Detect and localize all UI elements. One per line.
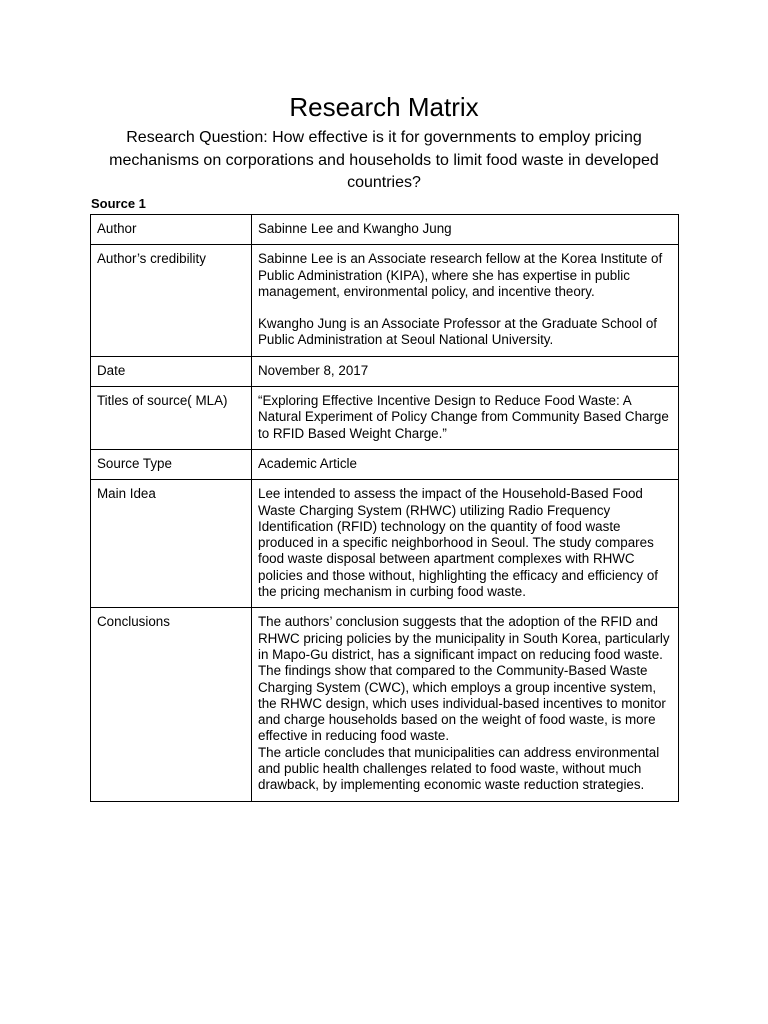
table-row-main-idea — [91, 480, 679, 608]
table-row-source-type — [91, 449, 679, 479]
row-label-author: Author — [91, 215, 252, 245]
row-label-main-idea: Main Idea — [91, 480, 252, 608]
main-idea-paragraph: Lee intended to assess the impact of the Household-Based Food Waste Charging System (RHWC) utilizing Radio Frequency Identification (RFID) technology on the quantity of food waste produced in a specific neighborhood in Seoul. The study compares food waste disposal between apartment complexes with RHWC policies and those without, highlighting the efficacy and efficiency of the pricing mechanism in curbing food waste. — [258, 486, 658, 600]
credibility-paragraph-1: Sabinne Lee is an Associate research fellow at the Korea Institute of Public Administration (KIPA), where she has expertise in public management, environmental policy, and incentive theory. — [258, 251, 663, 299]
row-value-date — [252, 356, 679, 386]
research-question: Research Question: How effective is it for governments to employ pricing mechanisms on corporations and households to limit food waste in developed countries? — [109, 129, 659, 191]
author-names: Sabinne Lee and Kwangho Jung — [258, 221, 452, 236]
row-label-credibility: Author’s credibility — [91, 245, 252, 356]
row-value-conclusions — [252, 608, 679, 801]
conclusions-paragraph-1: The authors’ conclusion suggests that the adoption of the RFID and RHWC pricing policies by the municipality in South Korea, particularly in Mapo-Gu district, has a significant impact on reducing food waste. The findings show that compared to the Community-Based Waste Charging System (CWC), which employs a group incentive system, the RHWC design, which uses individual-based incentives to monitor and charge households based on the weight of food waste, is more effective in reducing food waste. — [258, 614, 670, 744]
credibility-paragraph-2: Kwangho Jung is an Associate Professor at the Graduate School of Public Administration at Seoul National University. — [258, 316, 657, 348]
table-row-date — [91, 356, 679, 386]
row-value-author — [252, 215, 679, 245]
row-value-main-idea — [252, 480, 679, 608]
date-value: November 8, 2017 — [258, 362, 369, 378]
source-title-value: “Exploring Effective Incentive Design to Reduce Food Waste: A Natural Experiment of Policy Change from Community Based Charge to RFID Based Weight Charge.” — [258, 393, 669, 441]
row-value-title — [252, 387, 679, 450]
source-label: Source 1 — [91, 196, 146, 211]
row-label-conclusions: Conclusions — [91, 608, 252, 801]
page-title: Research Matrix — [289, 92, 479, 122]
table-row-conclusions — [91, 608, 679, 801]
row-label-title: Titles of source( MLA) — [91, 387, 252, 450]
row-label-source-type: Source Type — [91, 449, 252, 479]
row-value-source-type — [252, 449, 679, 479]
row-value-credibility — [252, 245, 679, 356]
research-matrix-table — [90, 214, 679, 802]
conclusions-paragraph-2: The article concludes that municipalities can address environmental and public health challenges related to food waste, without much drawback, by implementing economic waste reduction strategies. — [258, 744, 660, 793]
table-row-author — [91, 215, 679, 245]
table-row-credibility — [91, 245, 679, 356]
table-row-title — [91, 387, 679, 450]
source-type-value: Academic Article — [258, 455, 357, 471]
row-label-date: Date — [91, 356, 252, 386]
